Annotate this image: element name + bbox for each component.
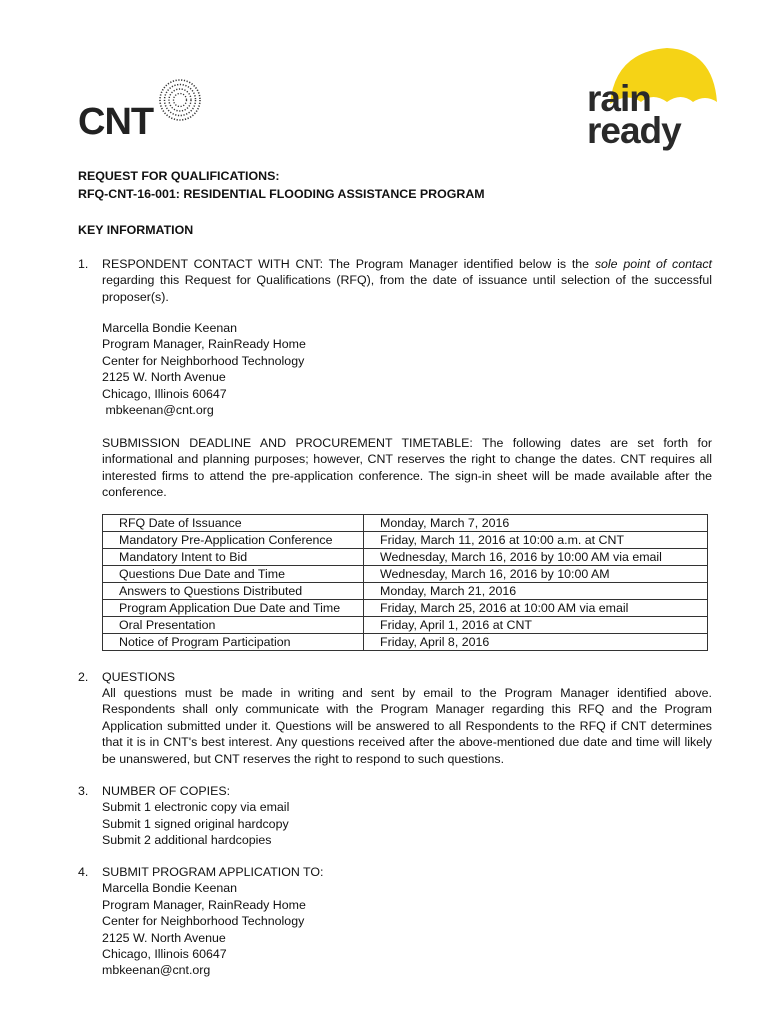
section-1-text-a: RESPONDENT CONTACT WITH CNT: The Program Manager identified below is the (102, 257, 595, 271)
timetable-event: Notice of Program Participation (103, 634, 364, 651)
table-row (103, 566, 708, 583)
timetable-event: Oral Presentation (103, 617, 364, 634)
section-1-paragraph (102, 256, 712, 305)
cnt-logo (78, 78, 208, 150)
rainready-logo (585, 44, 720, 152)
table-row (103, 515, 708, 532)
key-information-heading: KEY INFORMATION (78, 223, 194, 237)
table-row (103, 600, 708, 617)
submit-contact-title: Program Manager, RainReady Home (102, 897, 306, 912)
section-4-number: 4. (78, 865, 89, 879)
timetable-event: Mandatory Pre-Application Conference (103, 532, 364, 549)
rainready-logo-line1: rain (587, 78, 651, 119)
deadline-paragraph: SUBMISSION DEADLINE AND PROCUREMENT TIMETABLE: The following dates are set forth for informational and planning purposes; however, CNT reserves the right to change the dates. CNT requires all interested firms to attend the pre-application conference. The sign-in sheet will be made available after the conference. (102, 436, 712, 500)
submit-contact-organization: Center for Neighborhood Technology (102, 914, 305, 929)
section-3-number: 3. (78, 784, 89, 798)
timetable-date: Monday, March 7, 2016 (364, 515, 708, 532)
cnt-logo-text: CNT (78, 101, 154, 143)
submit-contact-email: mbkeenan@cnt.org (102, 963, 211, 978)
timetable-date: Monday, March 21, 2016 (364, 583, 708, 600)
section-1-number: 1. (78, 257, 89, 271)
timetable-date: Friday, April 1, 2016 at CNT (364, 617, 708, 634)
contact-email: mbkeenan@cnt.org (102, 403, 214, 418)
section-1-contact-block (102, 320, 712, 418)
copies-line: Submit 1 signed original hardcopy (102, 816, 289, 831)
timetable-date: Wednesday, March 16, 2016 by 10:00 AM via email (364, 549, 708, 566)
section-1-text-italic: sole point of contact (594, 257, 712, 271)
timetable-event: Mandatory Intent to Bid (103, 549, 364, 566)
title-line-1: REQUEST FOR QUALIFICATIONS: (78, 169, 280, 183)
timetable-event: Answers to Questions Distributed (103, 583, 364, 600)
cnt-rings-icon (158, 78, 202, 122)
contact-city: Chicago, Illinois 60647 (102, 386, 227, 401)
table-row (103, 583, 708, 600)
rainready-logo-line2: ready (587, 110, 681, 151)
section-2-paragraph: All questions must be made in writing and sent by email to the Program Manager identified above. Respondents shall only communicate with the Program Manager regarding this RFQ and the Program Application submitted under it. Questions will be answered to all Respondents to the RFQ if CNT determines that it is in CNT's best interest. Any questions received after the above-mentioned due date and time will likely be unanswered, but CNT reserves the right to respond to such questions. (102, 686, 712, 766)
table-row (103, 617, 708, 634)
contact-title: Program Manager, RainReady Home (102, 337, 306, 352)
section-3-block (102, 783, 712, 849)
title-line-2: RFQ-CNT-16-001: RESIDENTIAL FLOODING ASSISTANCE PROGRAM (78, 187, 485, 201)
contact-organization: Center for Neighborhood Technology (102, 353, 305, 368)
submit-contact-city: Chicago, Illinois 60647 (102, 947, 227, 962)
timetable-date: Friday, March 25, 2016 at 10:00 AM via email (364, 600, 708, 617)
timetable-date: Friday, April 8, 2016 (364, 634, 708, 651)
timetable-event: Program Application Due Date and Time (103, 600, 364, 617)
section-1-text-b: regarding this Request for Qualifications (RFQ), from the date of issuance until selection of the successful proposer(s). (102, 273, 712, 304)
section-4-block (102, 864, 712, 979)
timetable (102, 514, 708, 651)
section-3-title: NUMBER OF COPIES: (102, 784, 231, 798)
section-2-title: QUESTIONS (102, 670, 175, 684)
timetable-date: Wednesday, March 16, 2016 by 10:00 AM (364, 566, 708, 583)
table-row (103, 549, 708, 566)
section-4-title: SUBMIT PROGRAM APPLICATION TO: (102, 865, 324, 879)
timetable-date: Friday, March 11, 2016 at 10:00 a.m. at CNT (364, 532, 708, 549)
copies-line: Submit 2 additional hardcopies (102, 833, 272, 848)
contact-street: 2125 W. North Avenue (102, 370, 226, 385)
section-2-number: 2. (78, 670, 89, 684)
timetable-event: Questions Due Date and Time (103, 566, 364, 583)
submit-contact-name: Marcella Bondie Keenan (102, 881, 238, 896)
table-row (103, 634, 708, 651)
contact-name: Marcella Bondie Keenan (102, 321, 238, 335)
copies-line: Submit 1 electronic copy via email (102, 800, 290, 815)
timetable-event: RFQ Date of Issuance (103, 515, 364, 532)
table-row (103, 532, 708, 549)
submit-contact-street: 2125 W. North Avenue (102, 930, 226, 945)
